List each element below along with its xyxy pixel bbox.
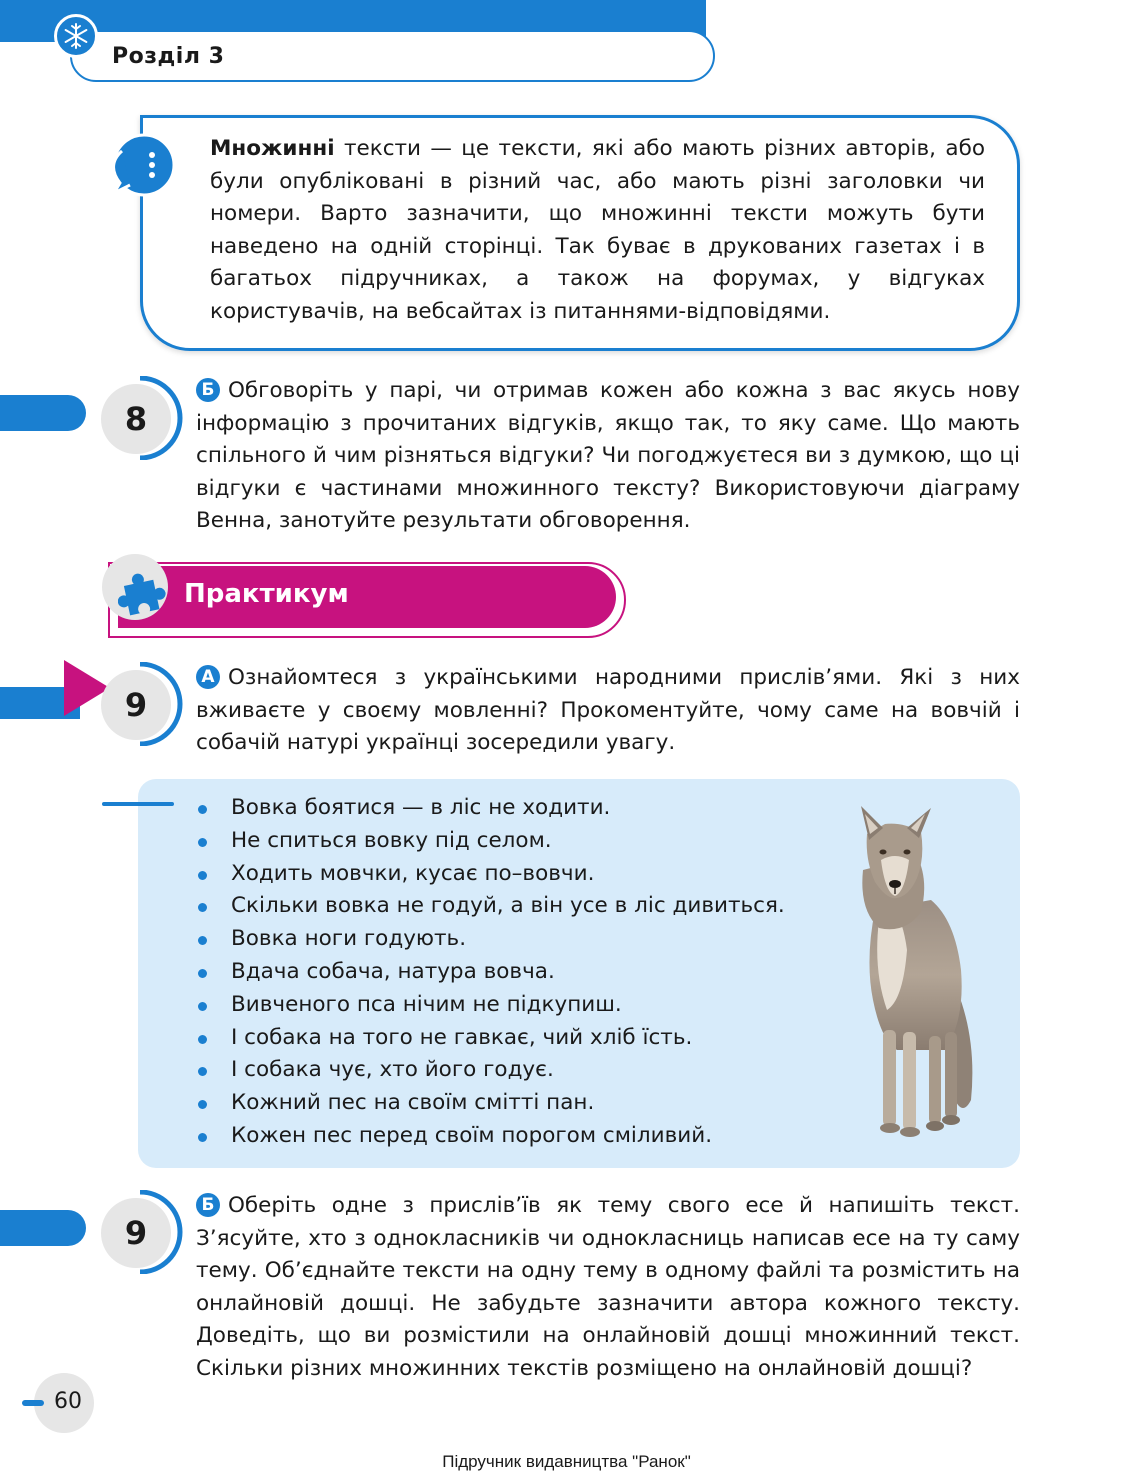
proverb-item: Кожен пес перед своїм порогом сміливий. bbox=[196, 1120, 785, 1153]
proverb-item: І собака чує, хто його годує. bbox=[196, 1054, 785, 1087]
section-label: Розділ 3 bbox=[112, 44, 225, 69]
task-9b-text bbox=[196, 1190, 1020, 1386]
task-8-text bbox=[196, 375, 1020, 538]
proverb-item: Скільки вовка не годуй, а він усе в ліс дивиться. bbox=[196, 890, 785, 923]
proverb-item: Не спиться вовку під селом. bbox=[196, 825, 785, 858]
proverb-item: Вивченого пса нічим не підкупиш. bbox=[196, 989, 785, 1022]
task-8-body: Обговоріть у парі, чи отримав кожен або кожна з вас якусь нову інформацію з прочитаних відгуків, якщо так, то яку саме. Що мають спільного й чим різняться відгуки? Чи погоджуєтеся ви з думкою, що ці відгуки є частинами множинного тексту? Використовуючи діаграму Венна, занотуйте результати обговорення. bbox=[196, 378, 1020, 534]
proverb-item: І собака на того не гавкає, чий хліб їсть. bbox=[196, 1022, 785, 1055]
practicum-title: Практикум bbox=[184, 579, 349, 609]
page-number-dash bbox=[22, 1400, 44, 1406]
task-8-badge: Б bbox=[196, 378, 220, 402]
definition-body: тексти — це тексти, які або мають різних авторів, або були опубліковані в різний час, або мають різні заголовки чи номери. Варто зазначити, що множинні тексти можуть бути наведено на одній сторінці. Так буває в друкованих газетах і в багатьох підручниках, а також на форумах, у відгуках користувачів, на вебсайтах із питаннями-відповідями. bbox=[210, 136, 985, 324]
task-9b-badge: Б bbox=[196, 1193, 220, 1217]
task-8-bar bbox=[0, 395, 86, 431]
task-9b-number: 9 bbox=[101, 1198, 171, 1268]
proverb-item: Вовка ноги годують. bbox=[196, 923, 785, 956]
proverb-item: Вдача собача, натура вовча. bbox=[196, 956, 785, 989]
task-9a-text bbox=[196, 662, 1020, 760]
task-8-number: 8 bbox=[101, 384, 171, 454]
info-bubble-icon bbox=[100, 125, 180, 205]
snowflake-icon bbox=[54, 14, 98, 58]
definition-term: Множинні bbox=[210, 136, 335, 161]
puzzle-icon bbox=[118, 568, 170, 620]
definition-text bbox=[210, 133, 985, 329]
proverb-item: Ходить мовчки, кусає по–вовчи. bbox=[196, 858, 785, 891]
proverb-item: Кожний пес на своїм смітті пан. bbox=[196, 1087, 785, 1120]
task-9a-badge: А bbox=[196, 665, 220, 689]
task-9b-bar bbox=[0, 1210, 86, 1246]
task-9b-body: Оберіть одне з прислів’їв як тему свого есе й напишіть текст. З’ясуйте, хто з однокласників чи однокласниць написав есе на ту саму тему. Об’єднайте тексти на одну тему в одному файлі та розмістить на онлайновій дошці. Не забудьте зазначити автора кожного тексту. Доведіть, що ви розмістили на онлайновій дошці множинний текст. Скільки різних множинних текстів розміщено на онлайновій дошці? bbox=[196, 1193, 1020, 1381]
footer-publisher: Підручник видавництва "Ранок" bbox=[442, 1452, 691, 1471]
task-9a-number: 9 bbox=[101, 670, 171, 740]
proverbs-marker-line bbox=[102, 802, 174, 806]
proverbs-list bbox=[196, 792, 785, 1153]
task-9a-marker bbox=[0, 660, 110, 720]
task-9a-body: Ознайомтеся з українськими народними прислів’ями. Які з них вживаєте у своєму мовленні? Прокоментуйте, чому саме на вовчій і собачій натурі українці зосередили увагу. bbox=[196, 665, 1020, 756]
page-number: 60 bbox=[54, 1389, 82, 1414]
proverb-item: Вовка боятися — в ліс не ходити. bbox=[196, 792, 785, 825]
wolf-image bbox=[845, 800, 985, 1142]
